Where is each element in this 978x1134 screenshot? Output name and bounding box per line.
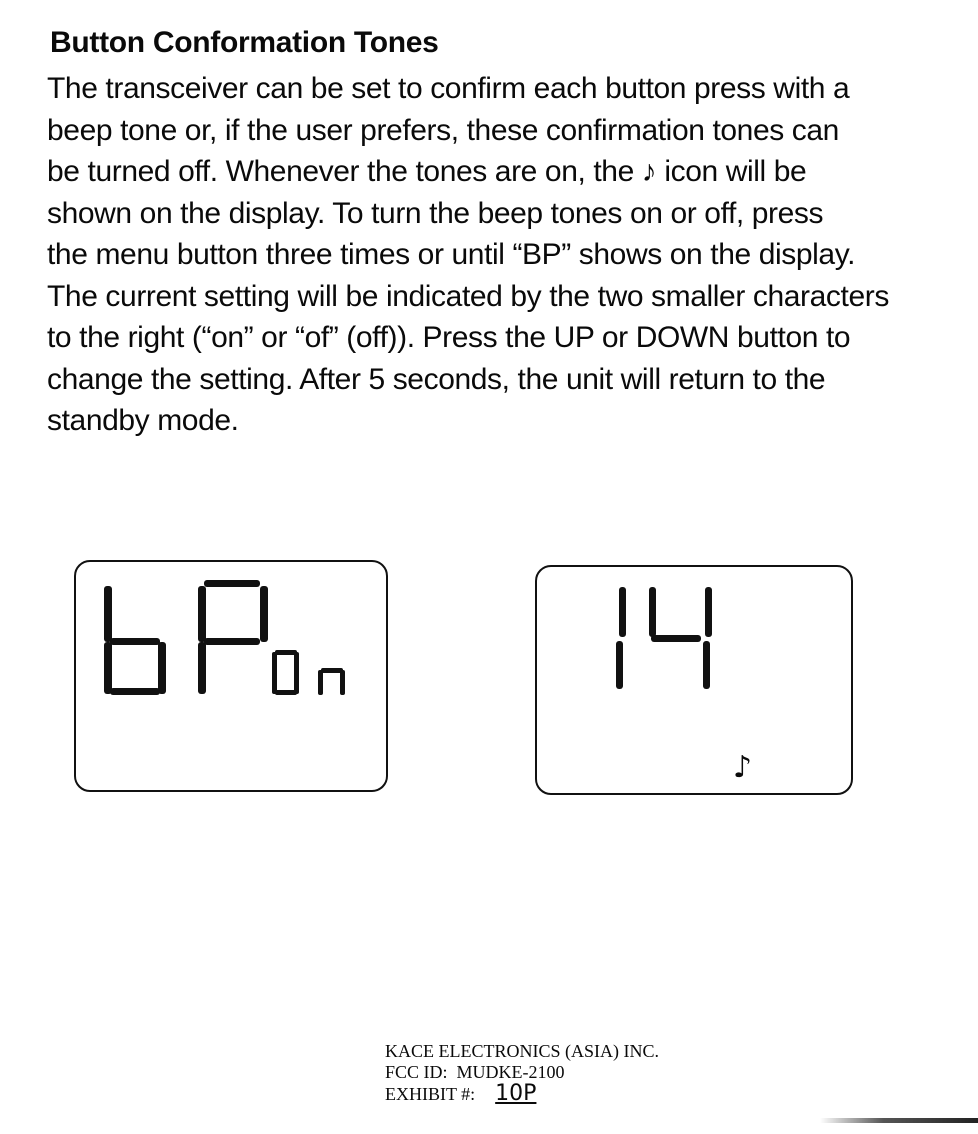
body-line-part: icon will be <box>664 155 807 188</box>
fcc-id-row <box>385 1062 659 1083</box>
segment-p-upper-left <box>198 586 206 642</box>
lcd-display-channel <box>535 565 853 795</box>
segment-o-left <box>272 652 277 694</box>
lcd-segments-bp-on <box>76 562 386 790</box>
fcc-id-value: MUDKE-2100 <box>456 1062 565 1082</box>
lcd-display-bp-setting <box>74 560 388 792</box>
segment-n-top <box>321 668 343 673</box>
section-body <box>47 68 947 442</box>
segment-b-lower-right <box>158 642 166 694</box>
segment-4-lower-right <box>703 641 710 689</box>
body-line: standby mode. <box>47 404 239 437</box>
body-line: the menu button three times or until “BP” shows on the display. <box>47 238 856 271</box>
section-heading: Button Conformation Tones <box>50 26 439 59</box>
company-name: KACE ELECTRONICS (ASIA) INC. <box>385 1041 659 1061</box>
segment-n-right <box>340 670 345 695</box>
music-note-icon: ♪ <box>733 750 753 785</box>
segment-b-middle <box>110 638 160 645</box>
segment-1-lower <box>616 641 623 689</box>
body-line: The current setting will be indicated by the two smaller characters <box>47 279 889 313</box>
body-line: to the right (“on” or “of” (off)). Press the UP or DOWN button to <box>47 321 851 354</box>
segment-p-top <box>204 580 260 587</box>
document-footer <box>385 1041 659 1105</box>
fcc-id-label: FCC ID: <box>385 1062 448 1082</box>
exhibit-number: 10P <box>495 1081 537 1106</box>
segment-o-top <box>275 650 297 655</box>
segment-b-upper-left <box>104 586 112 642</box>
scan-edge-mark <box>820 1118 978 1123</box>
lcd-segments-14 <box>537 567 851 793</box>
exhibit-row <box>385 1083 659 1105</box>
segment-4-upper-left <box>649 587 656 637</box>
segment-o-right <box>294 652 299 694</box>
body-line-part: be turned off. Whenever the tones are on, the <box>47 155 634 188</box>
segment-n-left <box>318 670 323 695</box>
body-line: change the setting. After 5 seconds, the unit will return to the <box>47 362 826 396</box>
segment-b-lower-left <box>104 642 112 694</box>
body-line: shown on the display. To turn the beep tones on or off, press <box>47 196 824 230</box>
body-line: The transceiver can be set to confirm each button press with a <box>47 72 850 105</box>
exhibit-label: EXHIBIT #: <box>385 1084 476 1104</box>
segment-4-upper-right <box>705 587 712 637</box>
segment-1-upper <box>619 587 626 637</box>
segment-o-bottom <box>275 690 297 695</box>
segment-4-middle <box>651 635 701 642</box>
music-note-icon: ♪ <box>641 155 657 188</box>
segment-p-middle <box>204 638 260 645</box>
segment-p-lower-left <box>198 642 206 694</box>
segment-b-bottom <box>110 688 160 695</box>
body-line: beep tone or, if the user prefers, these confirmation tones can <box>47 113 839 147</box>
body-line-with-icon <box>47 151 947 193</box>
segment-p-upper-right <box>260 586 268 642</box>
